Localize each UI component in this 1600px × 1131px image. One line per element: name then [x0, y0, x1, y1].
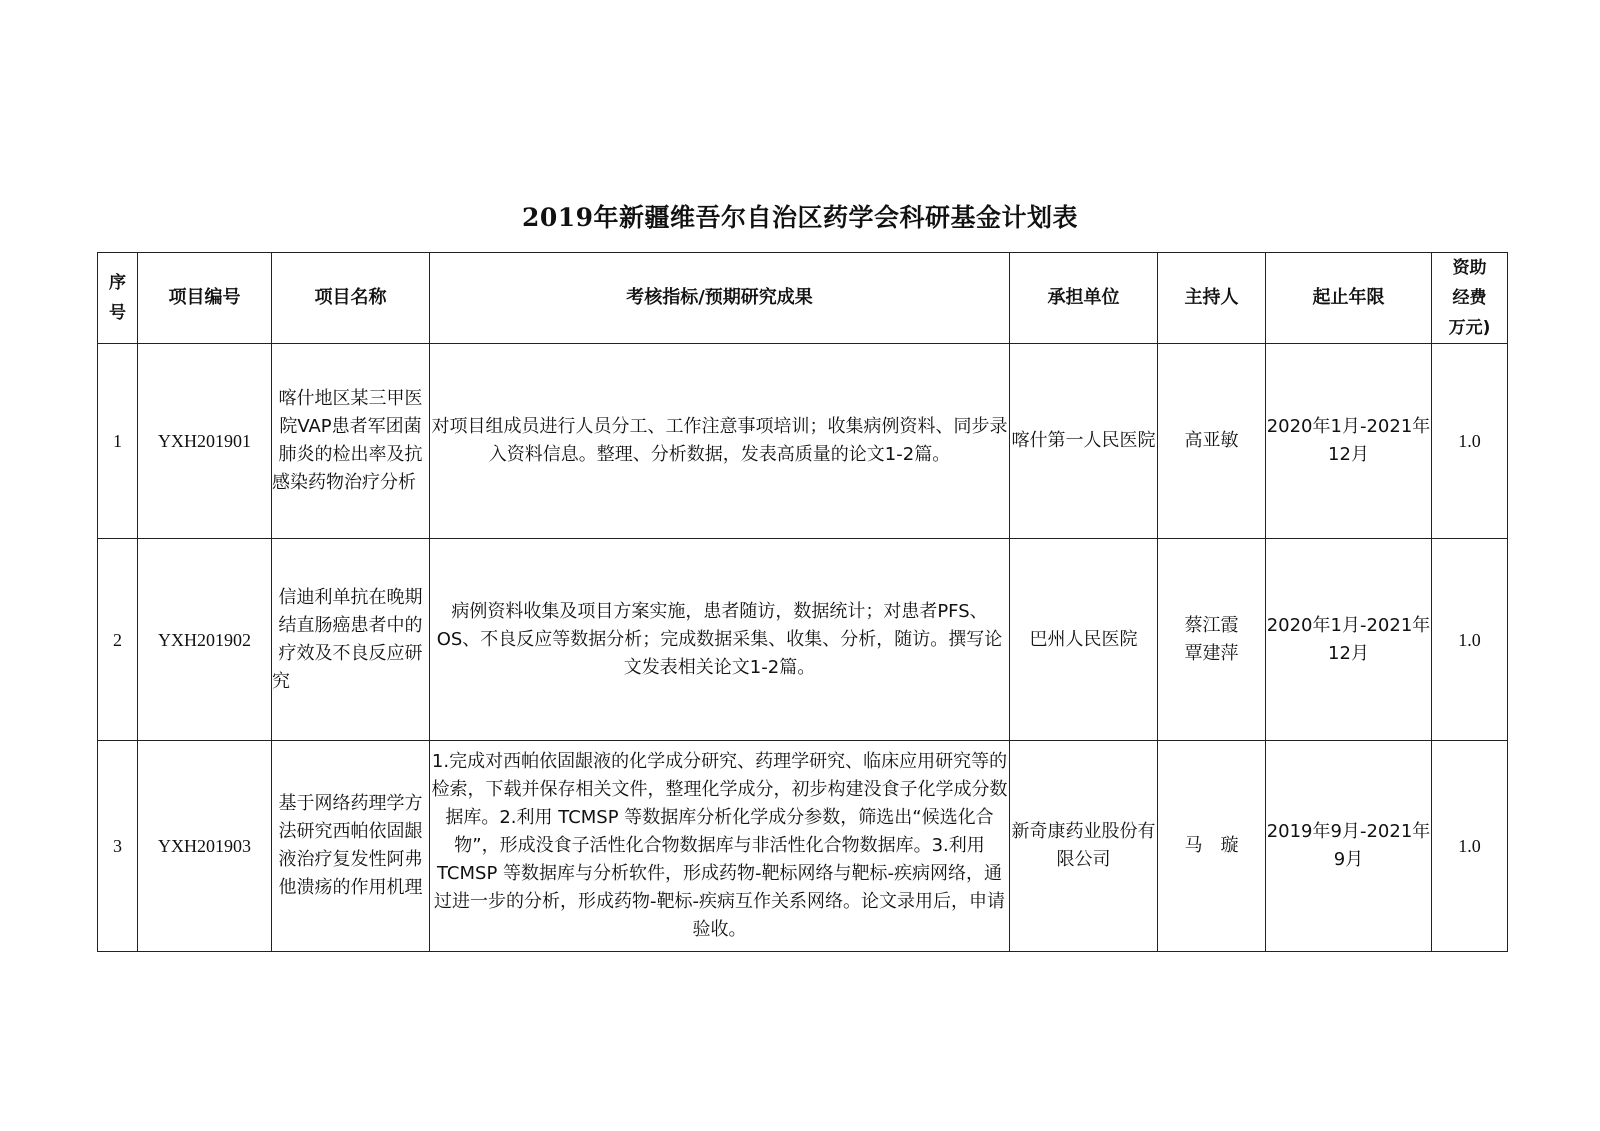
header-period: 起止年限: [1266, 253, 1432, 344]
cell-unit: 新奇康药业股份有限公司: [1010, 741, 1158, 952]
header-name: 项目名称: [272, 253, 430, 344]
cell-period: 2020年1月-2021年12月: [1266, 344, 1432, 539]
cell-code: YXH201902: [138, 539, 272, 741]
header-seq-line: 号: [109, 303, 126, 323]
cell-unit: 喀什第一人民医院: [1010, 344, 1158, 539]
cell-host: [1158, 539, 1266, 741]
cell-project-name: 信迪利单抗在晚期结直肠癌患者中的疗效及不良反应研究: [272, 539, 430, 741]
header-seq-line: 序: [109, 273, 126, 293]
document-title: 2019年新疆维吾尔自治区药学会科研基金计划表: [521, 203, 1079, 232]
cell-period: 2019年9月-2021年9月: [1266, 741, 1432, 952]
host-name: 覃建萍: [1184, 642, 1239, 664]
table-header-row: [98, 253, 1508, 344]
cell-fund: 1.0: [1432, 741, 1508, 952]
cell-seq: 3: [98, 741, 138, 952]
header-unit: 承担单位: [1010, 253, 1158, 344]
table-row: [98, 344, 1508, 539]
header-host: 主持人: [1158, 253, 1266, 344]
header-seq: [98, 253, 138, 344]
host-name: 蔡江霞: [1184, 614, 1239, 636]
cell-project-name: 基于网络药理学方法研究西帕依固龈液治疗复发性阿弗他溃疡的作用机理: [272, 741, 430, 952]
cell-expected-results: 病例资料收集及项目方案实施，患者随访，数据统计；对患者PFS、OS、不良反应等数据分析；完成数据采集、收集、分析，随访。撰写论文发表相关论文1-2篇。: [430, 539, 1010, 741]
cell-project-name: 喀什地区某三甲医院VAP患者军团菌肺炎的检出率及抗感染药物治疗分析: [272, 344, 430, 539]
cell-period: 2020年1月-2021年12月: [1266, 539, 1432, 741]
cell-seq: 1: [98, 344, 138, 539]
cell-expected-results: 对项目组成员进行人员分工、工作注意事项培训；收集病例资料、同步录入资料信息。整理、分析数据，发表高质量的论文1-2篇。: [430, 344, 1010, 539]
cell-fund: 1.0: [1432, 539, 1508, 741]
header-fund-line: 万元): [1448, 318, 1491, 338]
header-fund: [1432, 253, 1508, 344]
table-row: [98, 539, 1508, 741]
table-row: [98, 741, 1508, 952]
cell-expected-results: 1.完成对西帕依固龈液的化学成分研究、药理学研究、临床应用研究等的检索，下载并保存相关文件，整理化学成分，初步构建没食子化学成分数据库。2.利用 TCMSP 等数据库分析化学成分参数，筛选出“候选化合物”，形成没食子活性化合物数据库与非活性化合物数据库。3.利用 TCMSP 等数据库与分析软件，形成药物-靶标网络与靶标-疾病网络，通过进一步的分析，形成药物-靶标-疾病互作关系网络。论文录用后，申请验收。: [430, 741, 1010, 952]
cell-seq: 2: [98, 539, 138, 741]
cell-host: [1158, 741, 1266, 952]
host-name: 高亚敏: [1184, 430, 1239, 451]
header-fund-line: 经费: [1452, 288, 1487, 308]
host-name: 马 璇: [1184, 835, 1239, 856]
header-fund-line: 资助: [1452, 258, 1487, 278]
cell-unit: 巴州人民医院: [1010, 539, 1158, 741]
header-result: 考核指标/预期研究成果: [430, 253, 1010, 344]
cell-code: YXH201901: [138, 344, 272, 539]
cell-fund: 1.0: [1432, 344, 1508, 539]
cell-code: YXH201903: [138, 741, 272, 952]
cell-host: [1158, 344, 1266, 539]
research-fund-plan-table: [97, 252, 1508, 952]
header-code: 项目编号: [138, 253, 272, 344]
